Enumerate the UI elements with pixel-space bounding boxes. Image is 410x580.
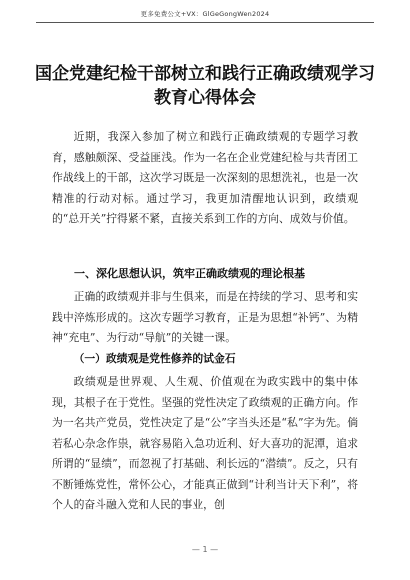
section-paragraph: 正确的政绩观并非与生俱来，而是在持续的学习、思考和实践中淬炼形成的。这次专题学习教育，正是为思想“补钙”、为精神“充电”、为行动“导航”的关键一课。 bbox=[52, 290, 358, 344]
document-title: 国企党建纪检干部树立和践行正确政绩观学习教育心得体会 bbox=[35, 64, 375, 108]
section-heading: 一、深化思想认识，筑牢正确政绩观的理论根基 bbox=[74, 267, 305, 280]
subsection-paragraph: 政绩观是世界观、人生观、价值观在为政实践中的集中体现，其根子在于党性。坚强的党性决定了政绩观的正确方向。作为一名共产党员，党性决定了是“公”字当头还是“私”字为先。倘若私心杂念作祟，就容易陷入急功近利、好大喜功的泥潭，追求所谓的“显绩”，而忽视了打基础、利长远的“潜绩”。反之，只有不断锤炼党性，常怀公心，才能真正做到“计利当计天下利”，将个人的奋斗融入党和人民的事业，创 bbox=[52, 375, 358, 511]
page-number: — 1 — bbox=[191, 545, 219, 554]
header-divider bbox=[36, 22, 374, 23]
subsection-heading: （一）政绩观是党性修养的试金石 bbox=[73, 352, 236, 365]
intro-paragraph: 近期，我深入参加了树立和践行正确政绩观的专题学习教育，感触颇深、受益匪浅。作为一名在企业党建纪检与共青团工作战线上的干部，这次学习既是一次深刻的思想洗礼，也是一次精准的行动对标。通过学习，我更加清醒地认识到，政绩观的“总开关”拧得紧不紧，直接关系到工作的方向、成效与价值。 bbox=[52, 130, 358, 225]
header-note: 更多免费公文+VX：GlGeGongWen2024 bbox=[140, 10, 270, 18]
